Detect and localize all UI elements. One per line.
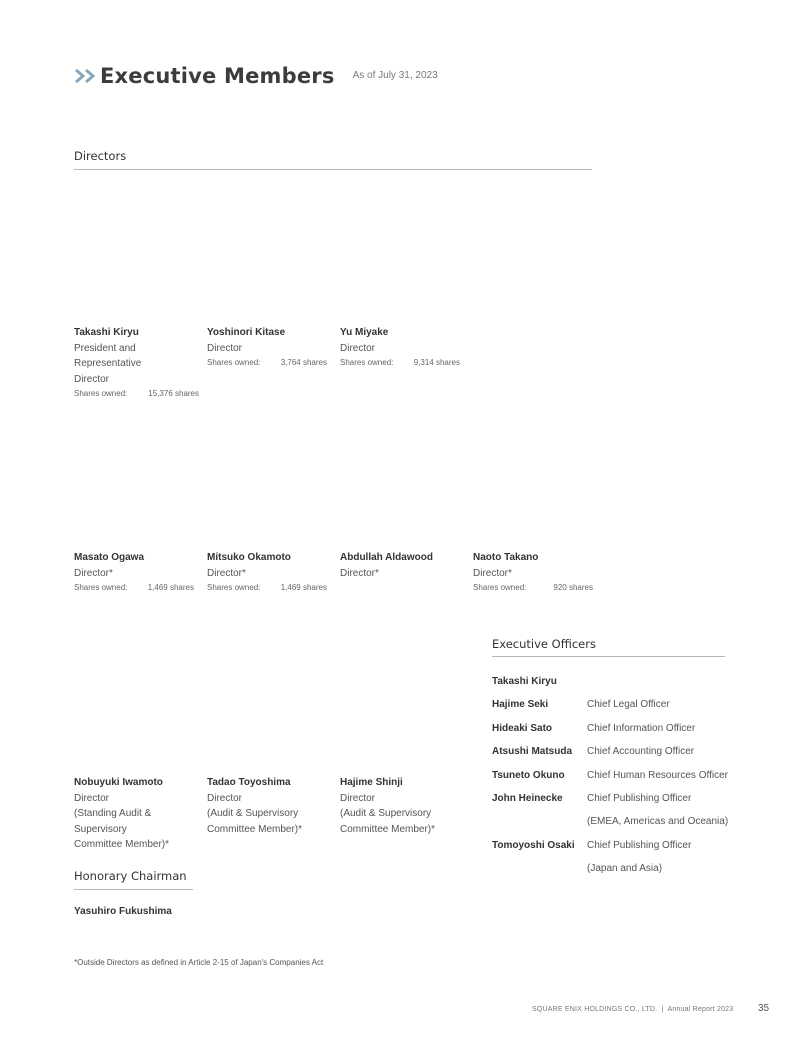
director-title: Director* (473, 567, 512, 579)
director-title: (Audit & Supervisory (340, 808, 432, 819)
officer-role (587, 740, 694, 763)
shares-owned (74, 581, 194, 594)
shares-value: 9,314 shares (413, 358, 460, 367)
honorary-card (74, 904, 199, 920)
page-header (74, 64, 438, 88)
officer-row (492, 670, 732, 693)
director-title: Director (340, 342, 376, 354)
officer-name: Hajime Seki (492, 699, 549, 711)
director-card (340, 325, 460, 369)
shares-label: Shares owned: (74, 389, 128, 398)
shares-owned (473, 581, 593, 594)
officer-role-line: Chief Accounting Officer (587, 746, 695, 758)
page-title: Executive Members (100, 64, 335, 88)
director-title: Director* (207, 567, 246, 579)
footnote: *Outside Directors as defined in Article 2-15 of Japan's Companies Act (74, 958, 324, 967)
shares-label: Shares owned: (207, 583, 261, 592)
officer-row (492, 787, 732, 834)
officer-name: Hideaki Sato (492, 722, 553, 734)
director-title: Director (74, 792, 110, 804)
director-card (340, 775, 470, 837)
shares-value: 1,469 shares (147, 583, 194, 592)
officer-role-line: Chief Human Resources Officer (587, 769, 728, 781)
shares-owned (340, 356, 460, 369)
officer-row (492, 717, 732, 740)
officer-name: Tomoyoshi Osaki (492, 839, 575, 851)
shares-label: Shares owned: (340, 358, 394, 367)
as-of-date: As of July 31, 2023 (352, 70, 438, 81)
officer-row (492, 834, 732, 881)
officer-row (492, 693, 732, 716)
director-title: Director (207, 342, 243, 354)
director-name: Masato Ogawa (74, 552, 145, 563)
footer-text: SQUARE ENIX HOLDINGS CO., LTD. | Annual Report 2023 (532, 1006, 734, 1013)
officer-name: Takashi Kiryu (492, 676, 557, 687)
director-card (473, 550, 593, 594)
shares-owned (207, 356, 327, 369)
director-title: Director (74, 373, 110, 385)
shares-value: 1,469 shares (280, 583, 327, 592)
honorary-heading: Honorary Chairman (74, 869, 187, 883)
director-name: Takashi Kiryu (74, 327, 139, 338)
honorary-name: Yasuhiro Fukushima (74, 906, 172, 917)
officer-name: Tsuneto Okuno (492, 769, 565, 781)
shares-value: 3,764 shares (280, 358, 327, 367)
officer-role (587, 717, 695, 740)
directors-heading: Directors (74, 149, 127, 163)
director-title: Committee Member)* (340, 823, 436, 835)
officers-heading: Executive Officers (492, 637, 596, 651)
director-card (207, 775, 337, 837)
director-name: Yu Miyake (340, 327, 389, 338)
shares-label: Shares owned: (74, 583, 128, 592)
shares-label: Shares owned: (207, 358, 261, 367)
director-title: (Audit & Supervisory (207, 808, 299, 819)
director-card (340, 550, 460, 581)
director-title: (Standing Audit & Supervisory (74, 808, 152, 835)
director-name: Naoto Takano (473, 552, 539, 563)
director-card (74, 325, 199, 400)
director-title: Committee Member)* (207, 823, 303, 835)
officer-name: John Heinecke (492, 793, 563, 805)
officer-role-line: (Japan and Asia) (587, 863, 663, 875)
officer-role-line: Chief Information Officer (587, 722, 696, 734)
director-title: Director* (340, 567, 379, 579)
director-card (74, 775, 204, 853)
director-name: Tadao Toyoshima (207, 777, 291, 788)
directors-divider (74, 169, 592, 170)
page-number: 35 (758, 1003, 770, 1014)
officer-role-line: Chief Publishing Officer (587, 839, 692, 851)
double-chevron-icon (74, 68, 98, 84)
director-name: Hajime Shinji (340, 777, 403, 788)
director-name: Mitsuko Okamoto (207, 552, 291, 563)
officer-role (587, 834, 691, 881)
director-card (207, 325, 327, 369)
shares-label: Shares owned: (473, 583, 527, 592)
officer-role (587, 787, 728, 834)
officer-row (492, 740, 732, 763)
director-name: Yoshinori Kitase (207, 327, 286, 338)
director-name: Abdullah Aldawood (340, 552, 433, 563)
director-title: Director* (74, 567, 113, 579)
officer-role-line: Chief Legal Officer (587, 699, 670, 711)
officer-role-line: (EMEA, Americas and Oceania) (587, 816, 729, 828)
director-title: Committee Member)* (74, 839, 170, 850)
honorary-divider (74, 889, 193, 890)
director-card (207, 550, 327, 594)
officer-role (587, 764, 728, 787)
officers-divider (492, 656, 725, 657)
shares-value: 920 shares (553, 583, 593, 592)
officer-row (492, 764, 732, 787)
officer-name: Atsushi Matsuda (492, 746, 573, 758)
officers-list (492, 670, 732, 881)
director-card (74, 550, 194, 594)
officer-role (587, 693, 670, 716)
director-title: Director (207, 792, 243, 804)
shares-owned (74, 387, 199, 400)
director-title: Director (340, 792, 376, 804)
shares-owned (207, 581, 327, 594)
officer-role-line: Chief Publishing Officer (587, 793, 692, 805)
shares-value: 15,376 shares (148, 389, 199, 398)
director-title: President and Representative (74, 342, 142, 369)
director-name: Nobuyuki Iwamoto (74, 777, 163, 788)
